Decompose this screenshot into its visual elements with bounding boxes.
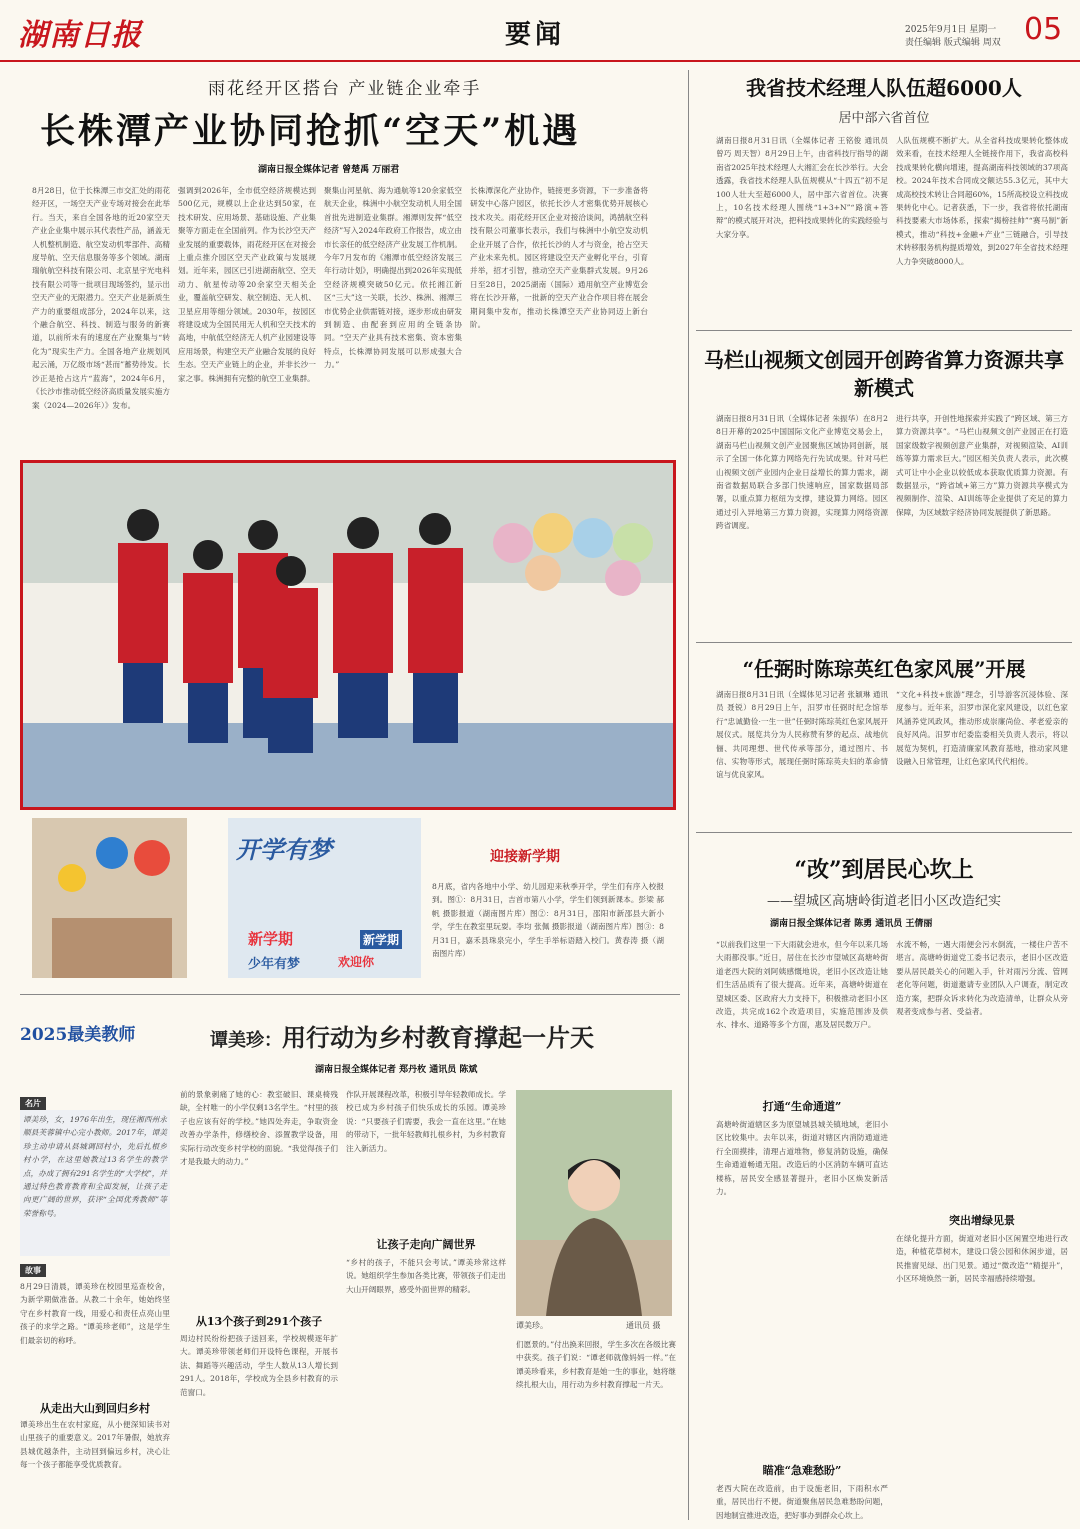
lead-col-1: 8月28日，位于长株潭三市交汇处的雨花经开区，一场空天产业专场对接会在此举行。当天，来自全国各地的近20家空天产业企业集中展示其代表性产品，涵盖无人机整机制造、航空发动机零部件、高精度导航、空天信息服务等多个领域。湖南瑞航航空科技有限公司、北京星宇光电科技有限公司等一批项目现场签约，显示出空天产业的无限潜力。空天产业是新质生产力的重要组成部分，2024年以来，这个融合航空、科技、制造与服务的新赛道，以前所未有的速度在产业聚集与“转化为”现实生产力。全国各地产业规划风起云涌，万亿级市场“甚而”蓄势待发。长沙正是抢占这片“蓝海”，2024年6月，《长沙市推动低空经济高质量发展实施方案（2024—2026年）》发布。 [32,186,170,410]
r4-heading-a: 打通“生命通道” [762,1100,842,1113]
r4-col-1c: 老西大院在改造前，由于设施老旧，下雨积水严重，居民出行不便。街道聚焦居民急难愁盼问题，因地制宜推进改造，把好事办到群众心坎上。 [716,1484,888,1520]
divider [696,832,1072,833]
divider [696,642,1072,643]
r4-headline: “改”到居民心坎上 [794,857,974,883]
lead-col-3: 聚集山河星航、海为通航等120余家低空航天企业，株洲中小航空发动机人用全国首批先进制造业集群。湘潭则发挥“低空经济”写入2024年政府工作报告，成立由市长亲任的低空经济产业发展工作机制。今年7月发布的《湘潭市低空经济发展三年行动计划》，明确提出到2026年实现低空经济规模突破50亿元。依托湘江新区“三大”这一关联，长沙、株洲、湘潭三市优势企业供需链对接，逐步形成由研发到制造、由配套到应用的全链条协同。“空天产业具有技术密集、资本密集特点，长株潭协同发展可以形成强大合力。” [324,186,462,370]
column-divider [688,70,689,1520]
lead-byline: 湖南日报全媒体记者 曾楚禹 万丽君 [258,165,400,175]
teacher-byline: 湖南日报全媒体记者 郑丹枚 通讯员 陈斌 [315,1065,478,1075]
r2-headline: 马栏山视频文创园开创跨省算力资源共享新模式 [704,348,1064,400]
r2-col-2: 进行共享，开创性地探索并实践了“跨区域、第三方算力资源共享”。“马栏山视频文创产业园正在打造国家级数字视频创意产业集群，对视频渲染、AI训练等算力需求巨大。”园区相关负责人表示，此次模式可让中小企业以较低成本获取优质算力资源。有数据显示，“跨省域+第三方”算力资源共享模式为视频制作、渲染、AI训练等企业提供了充足的算力保障，为区域数字经济协同发展提供了新思路。 [896,414,1068,517]
sign-text-1: 开学有梦 [236,835,332,864]
editors-text: 责任编辑 版式编辑 周双 [905,38,1001,48]
heading-c: 让孩子走向广阔世界 [376,1238,476,1251]
r1-subhead: 居中部六省首位 [838,111,930,126]
school-text: 8月底，省内各地中小学、幼儿园迎来秋季开学，学生们有序入校报到。图①：8月31日，吉首市第八小学，学生们领到新课本。彭梁 郝帆 摄影报道（湖南图片库）图②：8月31日，邵阳市新邵县大新小学，学生在教室里玩耍。李均 张佩 摄影报道（湖南图片库）图③：8月31日，嘉禾县珠泉完小，学生手举标语踏入校门。黄春涛 摄（湖南图片库） [432,882,664,959]
r3-headline: “任弼时陈琮英红色家风展”开展 [742,657,1026,681]
school-photo-2 [228,818,421,978]
lead-col-2: 强调到2026年，全市低空经济规模达到500亿元，规模以上企业达到50家，在技术研发、应用场景、基础设施、产业集聚等方面走在全国前列。作为长沙空天产业发展的重要载体，雨花经开区在对接会上重点推介园区空天产业政策与发展规划。近年来，园区已引进湖南航空、空天动力、航星传动等20余家空天相关企业，覆盖航空研发、航空制造、无人机、卫星应用等细分领域。2030年，按园区将建设成为全国民用无人机和空天技术的高地，中航低空经济无人机产业园建设等应用场景，构建空天产业融合发展的良好生态。空天产业链上的企业，并非长沙一家之事。株洲拥有完整的航空工业集群。 [178,186,316,383]
sign-text-2: 新学期 [248,930,294,948]
teacher-card: 谭美珍，女，1976年出生，现任湘西州永顺县芙蓉镇中心完小教师。2017年，谭美珍主动申请从县城调回村小，先后扎根乡村小学，在这里她教过13名学生的教学点，办成了拥有291名学生的“大学校”，并通过特色教育教育和全面发展，让孩子走向更广阔的世界，获评“全国优秀教师”等荣誉称号。 [20,1110,170,1256]
teacher-photo-caption: 谭美珍。 [516,1321,548,1330]
students-image [23,463,673,807]
teacher-col-3b: “乡村的孩子，不能只会考试。”谭美珍常这样说。她组织学生参加各类比赛，带领孩子们走出大山开阔眼界，感受外面世界的精彩。 [346,1258,506,1294]
para-a: 谭美珍出生在农村家庭，从小便深知读书对山里孩子的重要意义。2017年暑假，她放弃县城优越条件，主动回到偏远乡村，决心让每一个孩子都能享受优质教育。 [20,1420,170,1470]
sign-text-5: 新学期 [360,930,402,949]
teacher-photo-credit: 通讯员 摄 [626,1321,661,1330]
r4-col-1b: 高塘岭街道辖区多为原望城县城关镇地域，老旧小区比较集中。去年以来，街道对辖区内消防通道进行全面摸排，清理占道堆物，修复消防设施，确保生命通道畅通无阻。改造后的小区消防车辆可直达楼栋，居民安全感显著提升，老旧小区焕发新活力。 [716,1120,888,1197]
r3-col-2: “文化+科技+旅游”理念，引导游客沉浸体验、深度参与。近年来，汨罗市深化家风建设，以红色家风涵养党风政风，推动形成崇廉尚俭、孝老爱亲的良好风尚。汨罗市纪委监委相关负责人表示，将以展览为契机，打造清廉家风教育基地，推动家风建设融入日常管理，让红色家风代代相传。 [896,690,1068,767]
teacher-headline [210,1018,594,1053]
sign-text-3: 少年有梦 [248,957,301,972]
school-photo-1 [32,818,187,978]
teacher-col-2b: 周边村民纷纷把孩子送回来，学校规模逐年扩大。谭美珍带领老师们开设特色课程，开展书法、舞蹈等兴趣活动，学生人数从13人增长到291人。2018年，学校成为全县乡村教育的示范窗口。 [180,1334,338,1397]
teacher-badge: 2025最美教师 [20,1025,136,1045]
card-tag: 名片 [20,1097,46,1110]
page-number: 05 [1024,12,1063,47]
r4-col-2: 水流不畅，一遇大雨便会污水倒流，一楼住户苦不堪言。高塘岭街道党工委书记表示，老旧小区改造要从居民最关心的问题入手，针对雨污分流、管网老化等问题，街道邀请专业团队入户调查，制定改造方案，把群众诉求转化为改造清单，让群众从旁观者变成参与者、受益者。 [896,940,1068,1017]
teacher-photo [516,1090,672,1316]
divider [20,994,680,995]
teacher-image [516,1090,672,1316]
r4-heading-b: 突出增绿见景 [949,1214,1015,1227]
teacher-col-4: 们愿景的。”付出换来回报，学生多次在各级比赛中获奖。孩子们说：“谭老师就像妈妈一样。”在谭美珍看来，乡村教育是她一生的事业，她将继续扎根大山，用行动为乡村教育撑起一片天。 [516,1340,676,1390]
teacher-kicker: 谭美珍： [210,1030,282,1051]
school-image-1 [32,818,187,978]
newspaper-logo: 湖南日报 [18,18,142,53]
sign-text-4: 欢迎你 [338,955,375,969]
story-tag: 故事 [20,1264,46,1277]
teacher-col-3: 作队开展课程改革，积极引导年轻教师成长。学校已成为乡村孩子们快乐成长的乐园。谭美珍说：“只要孩子们需要，我会一直在这里。”在她的带动下，一批年轻教师扎根乡村，为乡村教育注入新活力。 [346,1090,506,1153]
section-title: 要闻 [505,20,566,50]
date-text: 2025年9月1日 星期一 [905,25,997,35]
r4-col-1: “以前我们这里一下大雨就会进水，但今年以来几场大雨都没事。”近日，居住在长沙市望城区高塘岭街道老西大院的刘阿姨感慨地说，老旧小区改造让她们生活品质有了很大提高。近年来，高塘岭街道在望城区委、区政府大力支持下，积极推动老旧小区改造，共完成162个改造项目，实施范围涉及供水、排水、道路等多个方面，惠及居民数万户。 [716,940,888,1030]
story-text: 8月29日清晨，谭美珍在校园里巡查校舍，为新学期做准备。从教二十余年，她始终坚守在乡村教育一线，用爱心和责任点亮山里孩子的求学之路。“谭美珍老师”，这是学生们最亲切的称呼。 [20,1282,170,1345]
teacher-col-2: 前的景象刺痛了她的心：教室破旧、课桌椅残缺，全村唯一的小学仅剩13名学生。“村里的孩子也应该有好的学校。”她四处奔走，争取资金改善办学条件，修缮校舍、添置教学设备，用实际行动改变乡村学校的面貌。“我觉得孩子们才是我最大的动力。” [180,1090,338,1167]
heading-a: 从走出大山到回归乡村 [40,1402,150,1415]
r1-col-1: 湖南日报8月31日讯（全媒体记者 王铭俊 通讯员 曾巧 周天智）8月29日上午，由省科技厅指导的湖南省2025年技术经理人大湘汇会在长沙举行。大会透露，我省技术经理人队伍规模从“十四五”初不足100人壮大至超6000人，居中部六省首位。决赛上，10名技术经理人围绕“1+3+N”“路演+答辩”的模式展开对决，把科技成果转化的实践经验与大家分享。 [716,136,888,239]
r1-col-2: 人队伍规模不断扩大。从全省科技成果转化整体成效来看，在技术经理人全链接作用下，我省高校科技成果转化横向增速，提高湖南科技领域的37项高校。2024年技术合同成交额达55.3亿元，其中大成高校技术转让合同超60%，15所高校设立科技成果转化中心。记者获悉，下一步，我省将依托湖南科技要素大市场体系，探索“揭榜挂帅”“赛马制”新模式，推动“科技+金融+产业”三链融合，引导技术转移服务机构提质增效，到2027年全省技术经理人力争突破8000人。 [896,136,1068,266]
r4-heading-c: 瞄准“急难愁盼” [762,1464,842,1477]
students-photo [20,460,676,810]
r3-col-1: 湖南日报8月31日讯（全媒体见习记者 张颖琳 通讯员 聂锐）8月29日上午，汨罗市任弼时纪念馆举行“忠诚勤俭·一生一世”任弼时陈琮英红色家风展开展仪式。展览共分为人民称赞有梦的起点、战地伉俪、共同理想、世代传承等部分，通过图片、书信、实物等形式，展现任弼时陈琮英夫妇的革命情谊与优良家风。 [716,690,888,780]
r4-byline: 湖南日报全媒体记者 陈勇 通讯员 王倩丽 [770,919,933,929]
divider [696,330,1072,331]
teacher-title: 用行动为乡村教育撑起一片天 [282,1023,594,1052]
lead-kicker: 雨花经开区搭台 产业链企业牵手 [208,79,482,99]
lead-col-4: 长株潭深化产业协作，链接更多资源，下一步准备将研发中心落户园区，依托长沙人才密集优势开展核心技术攻关。雨花经开区企业对接洽谈间，鸿鹄航空科技有限公司董事长表示，我们与株洲中小航空发动机企业开展了合作，依托长沙的人才与资金，抢占空天产业未来先机。园区将建设空天产业孵化平台，引育并举，招才引智，推动空天产业集群式发展。9月26日至28日，2025湖南（国际）通用航空产业博览会将在长沙开幕，一批新的空天产业合作项目将在展会期间集中发布，推动长株潭空天产业协同迈上新台阶。 [470,186,648,330]
r1-headline: 我省技术经理人队伍超6000人 [746,76,1022,100]
r4-subhead: ——望城区高塘岭街道老旧小区改造纪实 [766,894,1001,909]
heading-b: 从13个孩子到291个孩子 [195,1315,323,1328]
lead-headline: 长株潭产业协同抢抓“空天”机遇 [40,111,581,152]
r4-col-2b: 在绿化提升方面，街道对老旧小区闲置空地进行改造，种植花草树木，建设口袋公园和休闲步道，居民推窗见绿、出门见景。通过“微改造”“精提升”，小区环境焕然一新，居民幸福感持续增强。 [896,1234,1068,1284]
r2-col-1: 湖南日报8月31日讯（全媒体记者 朱振华）在8月28日开幕的2025中国国际文化产业博览交易会上，湖南马栏山视频文创产业园聚焦区域协同创新，展示了全国一体化算力网络先行先试成果。针对马栏山视频文创产业园内企业日益增长的算力需求，湖南省数据局联合多部门快速响应，国家数据局部署，以重点算力枢纽为支撑，建设算力网络。园区通过引入异地第三方算力资源，实现算力网络资源跨省调度。 [716,414,888,531]
school-title: 迎接新学期 [490,849,560,865]
